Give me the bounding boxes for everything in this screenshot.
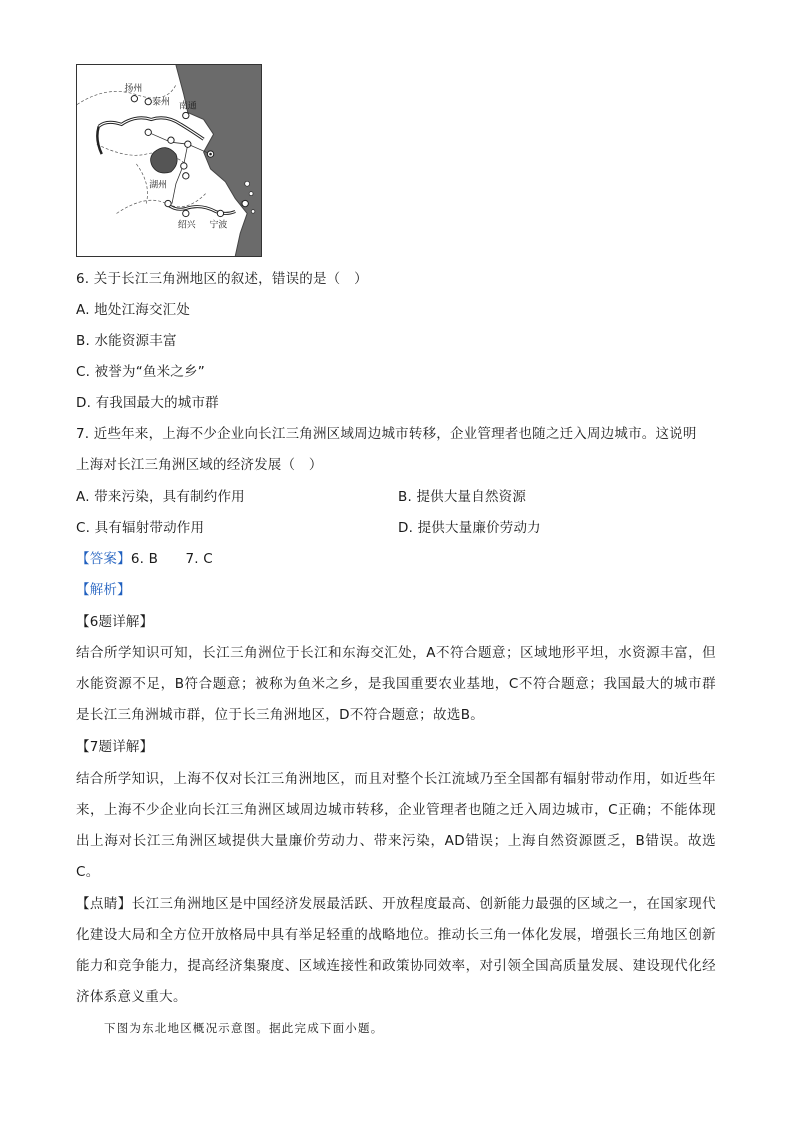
q7-option-d: D. 提供大量廉价劳动力 (398, 520, 541, 536)
label-taizhou: 泰州 (152, 97, 170, 108)
detail6-text: 结合所学知识可知，长江三角洲位于长江和东海交汇处，A不符合题意；区域地形平坦，水资源丰富，但水能资源不足，B符合题意；被称为鱼米之乡，是我国重要农业基地，C不符合题意；我国最大的城市群是长江三角洲城市群，位于长三角洲地区，D不符合题意；故选B。 (76, 645, 716, 723)
label-yangzhou: 扬州 (124, 83, 143, 94)
highlight-block (76, 889, 716, 1013)
label-huzhou: 湖州 (149, 180, 167, 191)
map-drawing (77, 65, 261, 256)
q6-option-c: C. 被誉为“鱼米之乡” (76, 364, 205, 380)
q7-option-b: B. 提供大量自然资源 (398, 489, 527, 505)
label-ningbo: 宁波 (209, 220, 228, 231)
q7-stem-line1: 7. 近些年来，上海不少企业向长江三角洲区域周边城市转移，企业管理者也随之迁入周边城市。这说明 (76, 426, 697, 442)
answer-line (76, 549, 213, 569)
label-shaoxing: 绍兴 (177, 220, 196, 231)
label-nantong: 南通 (178, 101, 197, 112)
answer-text: 6. B 7. C (130, 551, 213, 567)
detail7-tag: 【7题详解】 (76, 739, 154, 755)
next-question-caption: 下图为东北地区概况示意图。据此完成下面小题。 (104, 1021, 384, 1035)
q7-option-a: A. 带来污染，具有制约作用 (76, 489, 245, 505)
highlight-tag: 【点睛】 (76, 896, 132, 912)
q6-stem: 6. 关于长江三角洲地区的叙述，错误的是（ ） (76, 271, 368, 287)
detail7-text: 结合所学知识，上海不仅对长江三角洲地区，而且对整个长江流域乃至全国都有辐射带动作用，如近些年来，上海不少企业向长江三角洲区域周边城市转移，企业管理者也随之迁入周边城市，C正确；不能体现出上海对长江三角洲区域提供大量廉价劳动力、带来污染，AD错误；上海自然资源匮乏，B错误。故选C。 (76, 771, 716, 880)
yangtze-delta-map (76, 64, 262, 257)
detail6-tag: 【6题详解】 (76, 614, 154, 630)
q6-option-d: D. 有我国最大的城市群 (76, 395, 219, 411)
analysis-tag: 【解析】 (76, 582, 131, 598)
q7-stem-line2: 上海对长江三角洲区域的经济发展（ ） (76, 457, 323, 473)
q6-option-b: B. 水能资源丰富 (76, 333, 177, 349)
answer-tag: 【答案】 (76, 551, 131, 567)
q6-option-a: A. 地处江海交汇处 (76, 302, 191, 318)
q7-option-c: C. 具有辐射带动作用 (76, 520, 205, 536)
highlight-text: 长江三角洲地区是中国经济发展最活跃、开放程度最高、创新能力最强的区域之一，在国家现代化建设大局和全方位开放格局中具有举足轻重的战略地位。推动长三角一体化发展，增强长三角地区创新能力和竞争能力，提高经济集聚度、区域连接性和政策协同效率，对引领全国高质量发展、建设现代化经济体系意义重大。 (76, 896, 717, 1005)
taihu-lake (151, 148, 178, 173)
